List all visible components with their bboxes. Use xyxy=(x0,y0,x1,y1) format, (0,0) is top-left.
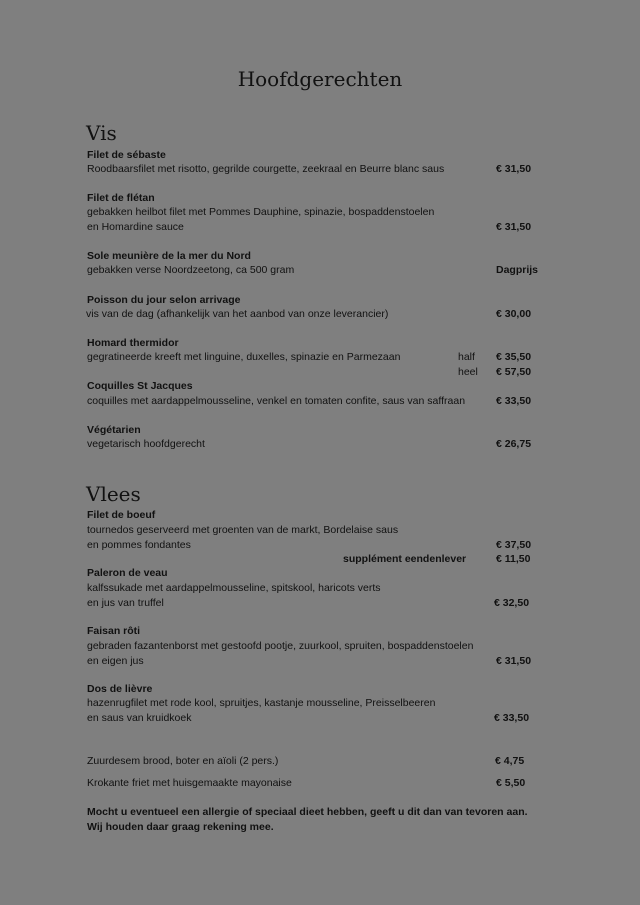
extra-name: Krokante friet met huisgemaakte mayonaise xyxy=(87,777,292,789)
dish-description: vis van de dag (afhankelijk van het aanbod van onze leverancier) xyxy=(86,308,389,320)
dish-description: vegetarisch hoofdgerecht xyxy=(87,438,205,450)
dish-price: € 35,50 xyxy=(496,351,532,363)
section-heading-vlees: Vlees xyxy=(86,482,141,506)
dish-description: kalfssukade met aardappelmousseline, spitskool, haricots verts xyxy=(87,582,381,594)
option-label: heel xyxy=(458,366,478,378)
dish-name: Poisson du jour selon arrivage xyxy=(87,294,241,306)
dish-name: Dos de lièvre xyxy=(87,683,153,695)
dish-description: gebakken heilbot filet met Pommes Dauphine, spinazie, bospaddenstoelen xyxy=(87,206,435,218)
dish-description: coquilles met aardappelmousseline, venkel en tomaten confite, saus van saffraan xyxy=(87,395,466,407)
dish-description: gebakken verse Noordzeetong, ca 500 gram xyxy=(87,264,295,276)
dish-description: gebraden fazantenborst met gestoofd pootje, zuurkool, spruiten, bospaddenstoelen xyxy=(87,640,474,652)
dish-price: € 57,50 xyxy=(496,366,532,378)
option-label: half xyxy=(458,351,475,363)
dish-description: en jus van truffel xyxy=(87,597,164,609)
dish-description: en saus van kruidkoek xyxy=(87,712,192,724)
dish-description: en eigen jus xyxy=(87,655,144,667)
dish-description: tournedos geserveerd met groenten van de markt, Bordelaise saus xyxy=(87,524,399,536)
dish-description: en pommes fondantes xyxy=(87,539,191,551)
dish-name: Faisan rôti xyxy=(87,625,141,637)
extra-name: Zuurdesem brood, boter en aïoli (2 pers.) xyxy=(87,755,279,767)
dish-name: Paleron de veau xyxy=(87,567,168,579)
dish-name: Homard thermidor xyxy=(87,337,179,349)
supplement-label: supplément eendenlever xyxy=(343,553,467,565)
dish-price: € 33,50 xyxy=(496,395,532,407)
extra-price: € 4,75 xyxy=(495,755,525,767)
dish-description: gegratineerde kreeft met linguine, duxelles, spinazie en Parmezaan xyxy=(87,351,401,363)
supplement-price: € 11,50 xyxy=(496,553,531,565)
allergy-note: Mocht u eventueel een allergie of speciaal dieet hebben, geeft u dit dan van tevoren aan. xyxy=(87,806,528,818)
dish-price: € 31,50 xyxy=(496,655,532,667)
extra-price: € 5,50 xyxy=(496,777,526,789)
dish-name: Filet de sébaste xyxy=(87,149,166,161)
dish-price: Dagprijs xyxy=(496,264,539,276)
dish-name: Végétarien xyxy=(87,424,141,436)
allergy-note: Wij houden daar graag rekening mee. xyxy=(87,821,274,833)
dish-price: € 30,00 xyxy=(496,308,532,320)
dish-name: Sole meunière de la mer du Nord xyxy=(87,250,251,262)
dish-price: € 37,50 xyxy=(496,539,532,551)
section-heading-vis: Vis xyxy=(86,121,117,145)
dish-description: en Homardine sauce xyxy=(87,221,184,233)
dish-name: Filet de boeuf xyxy=(87,509,156,521)
page-title: Hoofdgerechten xyxy=(237,67,403,91)
dish-price: € 26,75 xyxy=(496,438,532,450)
dish-price: € 31,50 xyxy=(496,221,532,233)
dish-price: € 31,50 xyxy=(496,163,532,175)
dish-name: Filet de flétan xyxy=(87,192,155,204)
dish-description: Roodbaarsfilet met risotto, gegrilde courgette, zeekraal en Beurre blanc saus xyxy=(87,163,445,175)
dish-price: € 32,50 xyxy=(494,597,530,609)
dish-price: € 33,50 xyxy=(494,712,530,724)
dish-name: Coquilles St Jacques xyxy=(87,380,193,392)
dish-description: hazenrugfilet met rode kool, spruitjes, kastanje mousseline, Preisselbeeren xyxy=(87,697,436,709)
